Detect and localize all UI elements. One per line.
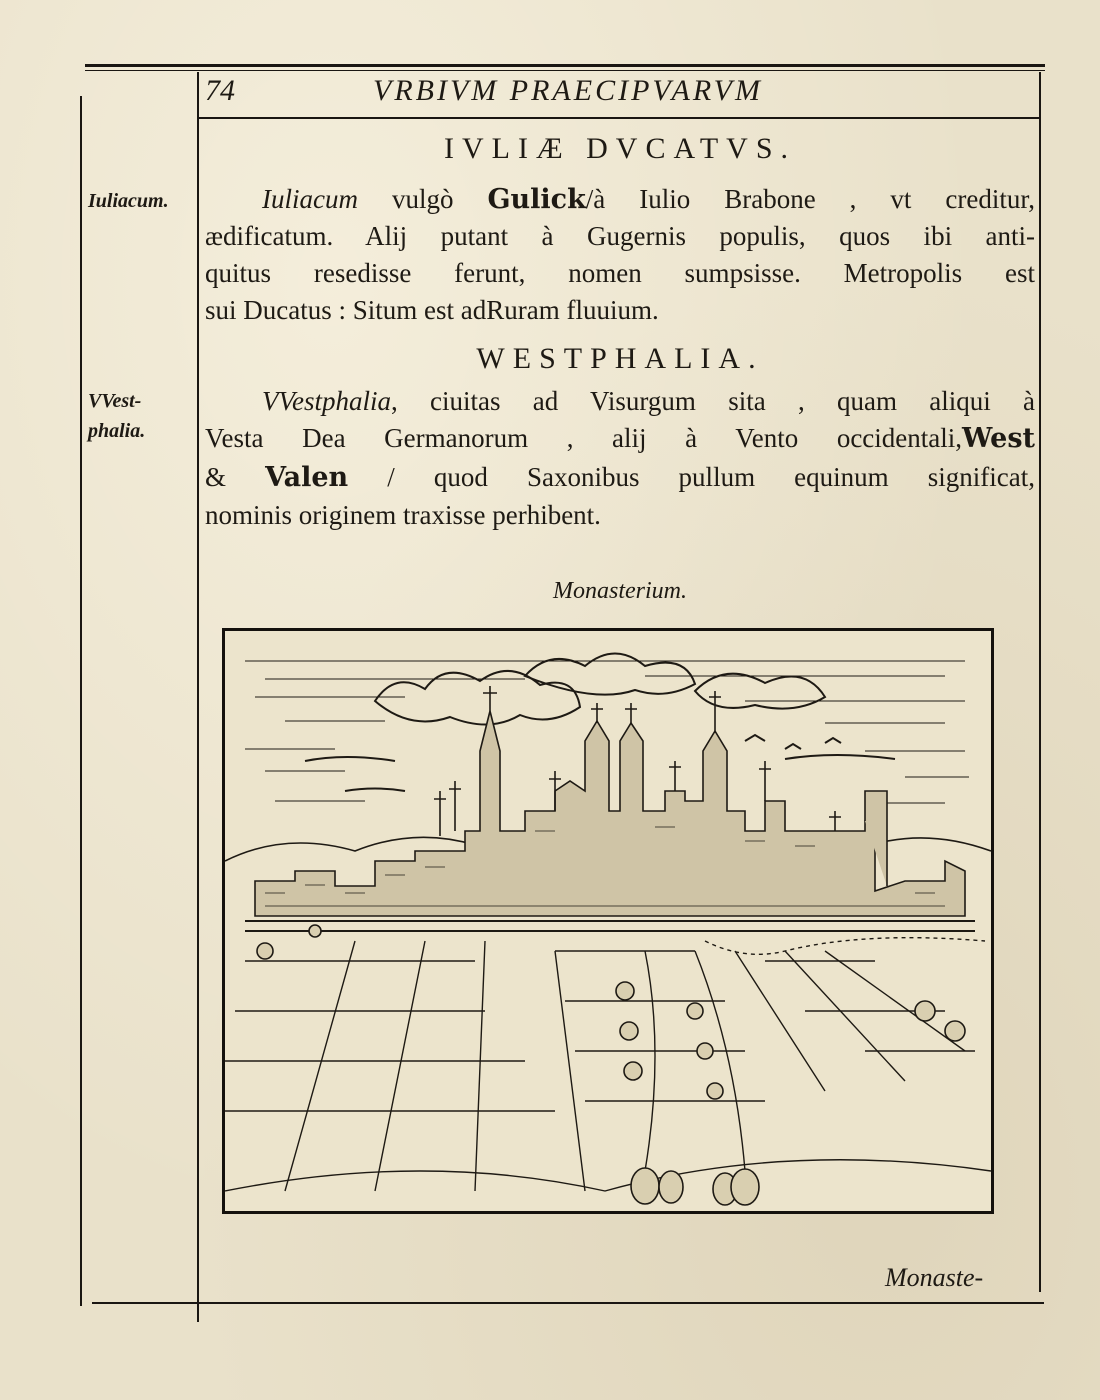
text-line: sui Ducatus : Situm est adRuram fluuium. — [205, 295, 659, 325]
woodcut-city-view — [222, 628, 994, 1214]
bottom-rule — [92, 1302, 1044, 1304]
city-skyline — [255, 711, 965, 916]
fields — [225, 938, 991, 1191]
margin-note-westphalia-line2: phalia. — [88, 420, 146, 442]
italic-name: VVestphalia — [262, 386, 391, 416]
blackletter-word: West — [962, 423, 1035, 454]
margin-note-iuliacum: Iuliacum. — [88, 190, 169, 212]
right-frame-rule — [1039, 72, 1041, 1292]
header-underline — [199, 117, 1041, 119]
text-line: ædificatum. Alij putant à Gugernis populis, quos ibi anti- — [205, 221, 1035, 251]
page-number: 74 — [205, 74, 235, 107]
text-line: & Valen / quod Saxonibus pullum equinum significat, — [205, 462, 1035, 493]
city-wall — [245, 921, 975, 931]
text-line: VVestphalia, ciuitas ad Visurgum sita , quam aliqui à — [262, 386, 1035, 416]
top-rule — [85, 64, 1045, 67]
top-rule-inner — [85, 70, 1045, 71]
text-line: Vesta Dea Germanorum , alij à Vento occidentali,West — [205, 423, 1035, 454]
left-frame-rule — [80, 96, 82, 1306]
margin-divider-rule — [197, 72, 199, 1322]
italic-name: Iuliacum — [262, 184, 358, 214]
trees — [257, 925, 965, 1205]
blackletter-word: Valen — [265, 462, 349, 493]
running-head — [205, 74, 1035, 114]
running-title: VRBIVM PRAECIPVARVM — [373, 74, 763, 107]
text-line: quitus resedisse ferunt, nomen sumpsisse. Metropolis est — [205, 258, 1035, 288]
illustration-caption: Monasterium. — [553, 578, 687, 604]
text-line: Iuliacum vulgò Gulick/à Iulio Brabone , vt creditur, — [262, 184, 1035, 215]
catchword: Monaste- — [885, 1263, 984, 1292]
blackletter-word: Gulick — [487, 184, 586, 215]
section-heading-iuliae: IVLIÆ DVCATVS. — [444, 132, 796, 165]
woodcut-drawing — [225, 631, 991, 1211]
text-line: nominis originem traxisse perhibent. — [205, 500, 601, 530]
margin-note-westphalia-line1: VVest- — [88, 390, 142, 412]
section-heading-westphalia: WESTPHALIA. — [476, 342, 764, 375]
